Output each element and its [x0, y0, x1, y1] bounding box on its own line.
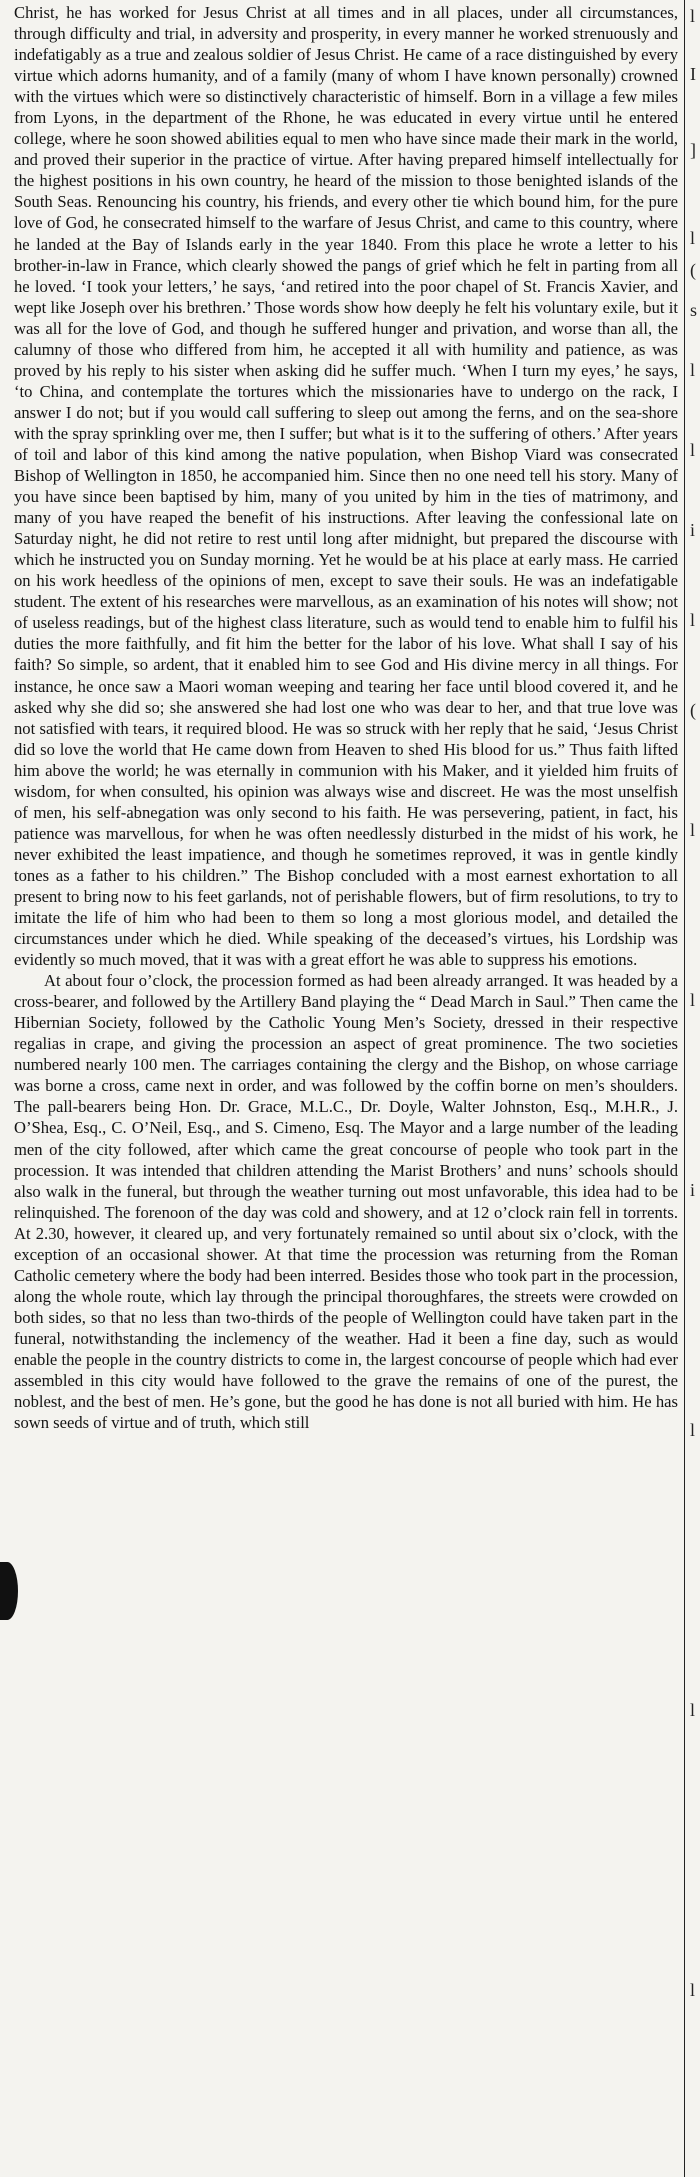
- gutter-fragment: I: [690, 64, 696, 84]
- gutter-fragment: l: [690, 1700, 696, 1720]
- article-column: [14, 2, 678, 1433]
- gutter-fragment: l: [690, 610, 696, 630]
- gutter-fragment: s: [690, 300, 698, 320]
- gutter-fragment: l: [690, 228, 696, 248]
- adjacent-column-fragments: [690, 0, 700, 2177]
- gutter-fragment: l: [690, 360, 696, 380]
- gutter-fragment: l: [690, 1980, 696, 2000]
- gutter-fragment: (: [690, 260, 696, 280]
- article-paragraph-sermon: Christ, he has worked for Jesus Christ at all times and in all places, under all circumstances, through difficulty and trial, in adversity and prosperity, in every manner he worked strenuously and indefatigably as a true and zealous soldier of Jesus Christ. He came of a race distinguished by every virtue which adorns humanity, and of a family (many of whom I have known personally) crowned with the virtues which were so distinctively characteristic of himself. Born in a village a few miles from Lyons, in the department of the Rhone, he was educated in every virtue until he entered college, where he soon showed abilities equal to men who have since made their mark in the world, and proved their superior in the practice of virtue. After having prepared himself intellectually for the highest positions in his own country, he heard of the mission to those benighted islands of the South Seas. Renouncing his country, his friends, and every other tie which bound him, for the pure love of God, he consecrated himself to the warfare of Jesus Christ, and came to this country, where he landed at the Bay of Islands early in the year 1840. From this place he wrote a letter to his brother-in-law in France, which clearly showed the pangs of grief which he felt in parting from all he loved. ‘I took your letters,’ he says, ‘and retired into the poor chapel of St. Francis Xavier, and wept like Joseph over his brethren.’ Those words show how deeply he felt his voluntary exile, but it was all for the love of God, and though he suffered hunger and privation, and worse than all, the calumny of those who differed from him, he accepted it all with humility and patience, as was proved by his reply to his sister when asking did he suffer much. ‘When I turn my eyes,’ he says, ‘to China, and contemplate the tortures which the missionaries have to undergo on the rack, I answer I do not; but if you would call suffering to sleep out among the ferns, and on the sea-shore with the spray sprinkling over me, then I suffer; but what is it to the suffering of others.’ After years of toil and labor of this kind among the native population, when Bishop Viard was consecrated Bishop of Wellington in 1850, he accompanied him. Since then no one need tell his story. Many of you have since been baptised by him, many of you united by him in the ties of matrimony, and many of you have reaped the benefit of his instructions. After leaving the confessional late on Saturday night, he did not retire to rest until long after midnight, but prepared the discourse with which he instructed you on Sunday morning. Yet he would be at his place at early mass. He carried on his work heedless of the opinions of men, except to save their souls. He was an indefatigable student. The extent of his researches were marvellous, as an examination of his notes will show; not of useless readings, but of the highest class literature, such as would tend to enable him to fulfil his duties the more faithfully, and fit him the better for the labor of his love. What shall I say of his faith? So simple, so ardent, that it enabled him to see God and His divine mercy in all things. For instance, he once saw a Maori woman weeping and tearing her face until blood covered it, and he asked why she did so; she answered she had lost one who was dear to her, and that true love was not satisfied with tears, it required blood. He was so struck with her reply that he said, ‘Jesus Christ did so love the world that He came down from Heaven to shed His blood for us.” Thus faith lifted him above the world; he was eternally in communion with his Maker, and it yielded him fruits of wisdom, for when consulted, his opinion was always wise and discreet. He was the most unselfish of men, his self-abnegation was only second to his faith. He was persevering, patient, in fact, his patience was marvellous, for when he was often needlessly disturbed in the midst of his work, he never exhibited the least impatience, and though he sometimes reproved, it was in gentle kindly tones as a father to his children.” The Bishop concluded with a most earnest exhortation to all present to bring now to his feet garlands, not of perishable flowers, but of firm resolutions, to try to imitate the life of him who had been to them so long a most glorious model, and detailed the circumstances under which he died. While speaking of the deceased’s virtues, his Lordship was evidently so much moved, that it was with a great effort he was able to suppress his emotions.: [14, 3, 678, 970]
- gutter-fragment: l: [690, 1420, 696, 1440]
- gutter-fragment: l: [690, 440, 696, 460]
- ink-blot-mark: [0, 1562, 18, 1620]
- gutter-fragment: l: [690, 820, 696, 840]
- article-paragraph-procession: At about four o’clock, the procession formed as had been already arranged. It was headed by a cross-bearer, and followed by the Artillery Band playing the “ Dead March in Saul.” Then came the Hibernian Society, followed by the Catholic Young Men’s Society, dressed in their respective regalias in crape, and giving the procession an aspect of great prominence. The two societies numbered nearly 100 men. The carriages containing the clergy and the Bishop, on whose carriage was borne a cross, came next in order, and was followed by the coffin borne on men’s shoulders. The pall-bearers being Hon. Dr. Grace, M.L.C., Dr. Doyle, Walter Johnston, Esq., M.H.R., J. O’Shea, Esq., C. O’Neil, Esq., and S. Cimeno, Esq. The Mayor and a large number of the leading men of the city followed, after which came the great concourse of people who took part in the procession. It was intended that children attending the Marist Brothers’ and nuns’ schools should also walk in the funeral, but through the weather turning out most unfavorable, this idea had to be relinquished. The forenoon of the day was cold and showery, and at 12 o’clock rain fell in torrents. At 2.30, however, it cleared up, and very fortunately remained so until about six o’clock, with the exception of an occasional shower. At that time the procession was returning from the Roman Catholic cemetery where the body had been interred. Besides those who took part in the procession, along the whole route, which lay through the principal thoroughfares, the streets were crowded on both sides, so that no less than two-thirds of the people of Wellington could have taken part in the funeral, notwithstanding the inclemency of the weather. Had it been a fine day, such as would enable the people in the country districts to come in, the largest concourse of people which had ever assembled in this city would have followed to the grave the remains of one of the purest, the noblest, and the best of men. He’s gone, but the good he has done is not all buried with him. He has sown seeds of virtue and of truth, which still: [14, 971, 678, 1433]
- gutter-fragment: l: [690, 6, 696, 26]
- gutter-fragment: i: [690, 520, 696, 540]
- gutter-fragment: i: [690, 1180, 696, 1200]
- gutter-fragment: l: [690, 990, 696, 1010]
- gutter-fragment: ]: [690, 140, 696, 160]
- gutter-fragment: (: [690, 700, 696, 720]
- column-divider-rule: [684, 0, 685, 2177]
